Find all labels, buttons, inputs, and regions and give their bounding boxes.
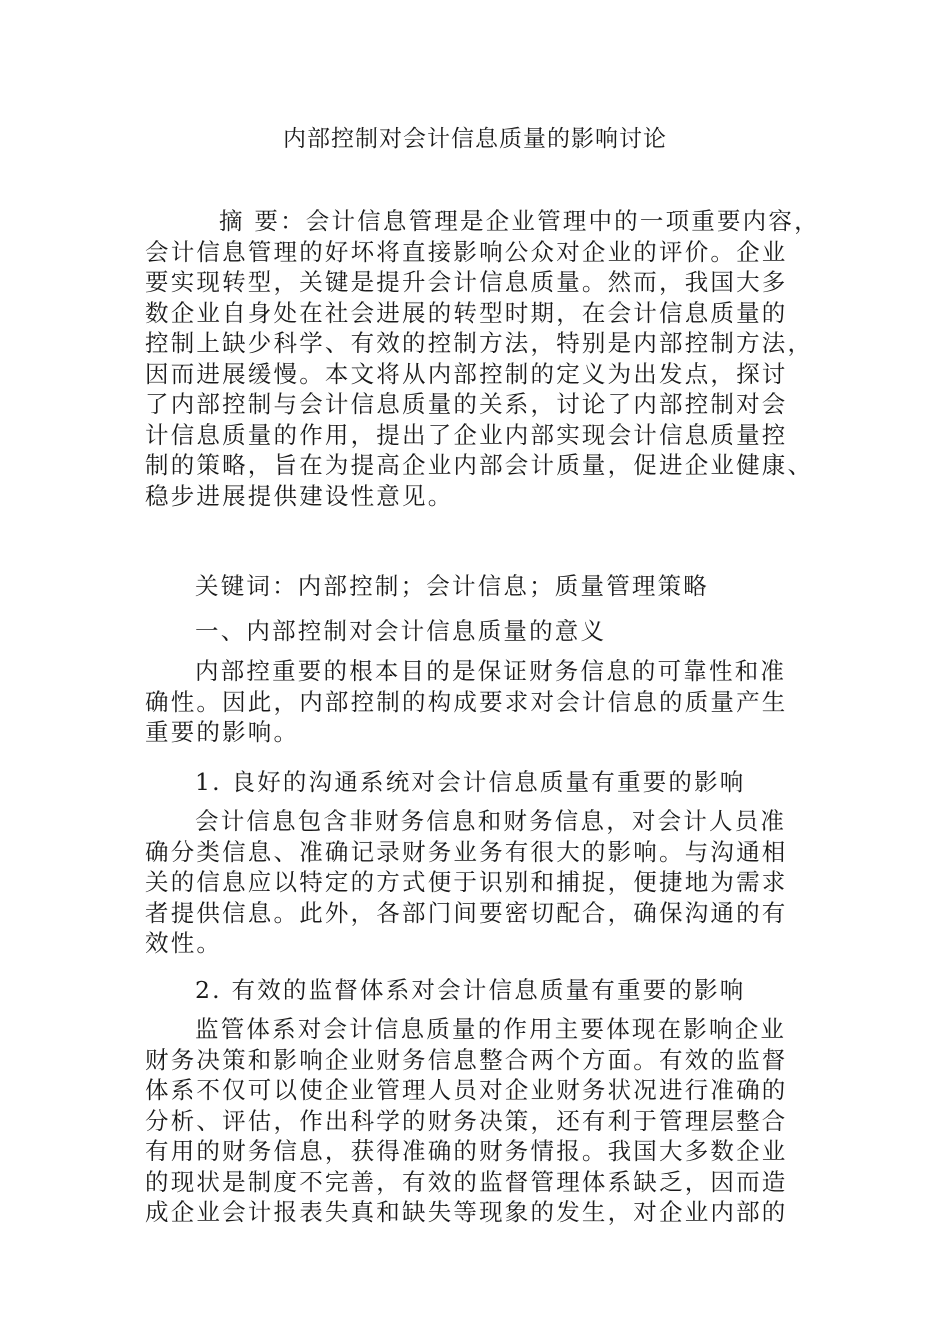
paragraph-line: 确分类信息、准确记录财务业务有很大的影响。与沟通相: [145, 837, 788, 866]
abstract: [145, 206, 820, 511]
abstract-line: 制的策略，旨在为提高企业内部会计质量，促进企业健康、: [145, 451, 814, 479]
abstract-line: 数企业自身处在社会进展的转型时期，在会计信息质量的: [145, 298, 788, 327]
paragraph: [145, 656, 813, 748]
paragraph-line: 内部控重要的根本目的是保证财务信息的可靠性和准: [195, 657, 787, 685]
abstract-line: 会计信息管理的好坏将直接影响公众对企业的评价。企业: [145, 237, 788, 266]
paragraph: [145, 806, 813, 959]
section-heading: 一、内部控制对会计信息质量的意义: [195, 617, 607, 645]
abstract-line: 因而进展缓慢。本文将从内部控制的定义为出发点，探讨: [145, 359, 788, 388]
abstract-line: 稳步进展提供建设性意见。: [145, 481, 454, 510]
paragraph-line: 确性。因此，内部控制的构成要求对会计信息的质量产生: [145, 687, 788, 716]
subsection-heading: 1. 良好的沟通系统对会计信息质量有重要的影响: [195, 768, 746, 796]
paragraph-line: 监管体系对会计信息质量的作用主要体现在影响企业: [195, 1015, 787, 1043]
paragraph-line: 有用的财务信息，获得准确的财务情报。我国大多数企业: [145, 1137, 788, 1165]
abstract-line: 计信息质量的作用，提出了企业内部实现会计信息质量控: [145, 420, 788, 449]
subsection-heading: 2. 有效的监督体系对会计信息质量有重要的影响: [195, 976, 746, 1004]
document-title: 内部控制对会计信息质量的影响讨论: [283, 126, 667, 152]
paragraph: [145, 1014, 813, 1228]
paragraph-line: 效性。: [145, 929, 223, 957]
paragraph-line: 的现状是制度不完善，有效的监督管理体系缺乏，因而造: [145, 1167, 788, 1196]
paragraph-line: 成企业会计报表失真和缺失等现象的发生，对企业内部的: [145, 1198, 788, 1226]
paragraph-line: 体系不仅可以使企业管理人员对企业财务状况进行准确的: [145, 1076, 788, 1104]
abstract-line: 控制上缺少科学、有效的控制方法，特别是内部控制方法，: [145, 329, 814, 357]
paragraph-line: 重要的影响。: [145, 718, 300, 746]
abstract-line: 摘 要：会计信息管理是企业管理中的一项重要内容，: [219, 207, 820, 235]
paragraph-line: 关的信息应以特定的方式便于识别和捕捉，便捷地为需求: [145, 868, 788, 896]
paragraph-line: 分析、评估，作出科学的财务决策，还有利于管理层整合: [145, 1106, 788, 1135]
abstract-line: 要实现转型，关键是提升会计信息质量。然而，我国大多: [145, 268, 788, 296]
paragraph-line: 财务决策和影响企业财务信息整合两个方面。有效的监督: [145, 1045, 788, 1074]
paragraph-line: 者提供信息。此外，各部门间要密切配合，确保沟通的有: [145, 898, 788, 927]
abstract-line: 了内部控制与会计信息质量的关系，讨论了内部控制对会: [145, 390, 788, 418]
keywords: 关键词：内部控制；会计信息；质量管理策略: [195, 572, 709, 600]
paragraph-line: 会计信息包含非财务信息和财务信息，对会计人员准: [195, 807, 787, 835]
